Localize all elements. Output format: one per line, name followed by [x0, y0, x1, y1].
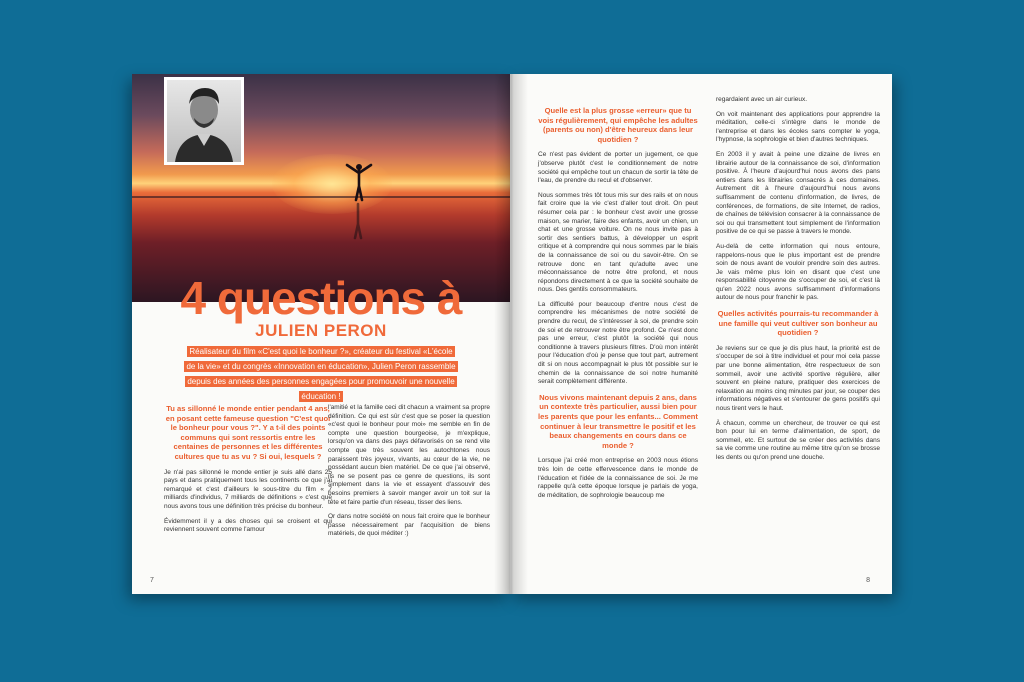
- left-column-1: [164, 404, 332, 541]
- question-heading: Tu as sillonné le monde entier pendant 4 ans, en posant cette fameuse question "C'est quoi le bonheur pour vous ?". Y a t-il des points communs qui sont ressortis entre les centaines de personnes et les différentes cultures que tu as vu ? Si oui, lesquels ?: [165, 404, 331, 461]
- article-subject-name: JULIEN PERON: [255, 321, 387, 340]
- person-reflection-icon: [344, 202, 372, 242]
- sunset-hero-photo: [132, 74, 510, 302]
- paragraph: Je reviens sur ce que je dis plus haut, la priorité est de s'occuper de soi à titre individuel et pour moi cela passe par une bonne alimentation, être respectueux de son sommeil, avoir une activité sportive régulière, aller souvent en pleine nature, pratiquer des exercices de relaxation au moins cinq minutes par jour, se couper des informations négatives et s'entourer de gens positifs qui nous tirent vers le haut.: [716, 344, 880, 412]
- right-page: [510, 74, 892, 594]
- paragraph: Ce n'est pas évident de porter un jugement, ce que j'observe plutôt c'est le conditionnement de notre société qui empêche tout un chacun de sortir la tête de l'eau, de prendre du recul et d'observer.: [538, 151, 698, 185]
- right-column-2: [716, 96, 880, 469]
- horizon-line: [132, 196, 510, 198]
- question-heading: Nous vivons maintenant depuis 2 ans, dans un contexte très particulier, aussi bien pour les parents que pour les enfants... Comment continuer à leur transmettre le positif et les beaux changements en cours dans ce monde ?: [538, 392, 698, 450]
- paragraph: En 2003 il y avait à peine une dizaine de livres en librairie autour de la connaissance de soi, d'information positive. À l'heure d'aujourd'hui nous avons des pans entiers dans les librairies consacrés à ces domaines. Autrement dit à l'heure d'aujourd'hui nous avons suffisamment de contenu d'information, de livres, de conférences, de formations, de site Internet, de radios, de chaînes de télévision consacrer à la connaissance de soi ou qui transmettent tout simplement de l'information positive de ce qui se passe à travers le monde.: [716, 150, 880, 236]
- left-column-2: [328, 404, 490, 545]
- paragraph: On voit maintenant des applications pour apprendre la méditation, celle-ci s'intègre dans le monde de l'entreprise et dans les écoles sans compter le yoga, l'hypnose, la sophrologie et bien d'autres techniques.: [716, 110, 880, 144]
- paragraph: regardaient avec un air curieux.: [716, 96, 808, 103]
- paragraph: l'amitié et la famille ceci dit chacun a vraiment sa propre définition. Ce qui est sûr c'est que se poser la question «c'est quoi le bonheur pour moi» me semble en fin de compte une question bourgeoise, je m'explique, lorsqu'on va dans des pays défavorisés on se rend vite compte que très souvent les autochtones nous paraissent très joyeux, vivants, au cœur de la vie, ne possédant aucun bien matériel. De ce que j'ai observé, ils ne se posent pas ce genre de questions, ils sont simplement dans la vie et essayent d'assouvir des besoins premiers à savoir manger avoir un toit sur la tête et faire partie d'un réseau, tisser des liens.: [328, 404, 490, 506]
- portrait-frame: [167, 80, 241, 162]
- question-heading: Quelle est la plus grosse «erreur» que tu vois régulièrement, qui empêche les adultes (parents ou non) d'être heureux dans leur quotidien ?: [538, 106, 698, 144]
- article-title: 4 questions à: [180, 272, 462, 324]
- sun-glow: [272, 154, 392, 214]
- paragraph: Nous sommes très tôt tous mis sur des rails et on nous fait croire que la vie c'est d'aller tout droit. On peut résumer cela par : le bonheur c'est avoir une grosse maison, se marier, faire des enfants, avoir un chien, un chat et une grosse voiture. On ne nous invite pas à sortir des sentiers battus, à développer un esprit critique et à comprendre qui nous sommes par le biais de la connaissance de soi ou du savoir-être. On se retrouve donc en tant qu'adulte avec une méconnaissance de notre être profond, et nous répondons directement à ce que la société souhaite de nous. Des gentils consommateurs.: [538, 191, 698, 294]
- paragraph: Au-delà de cette information qui nous entoure, rappelons-nous que le plus important est de prendre soin de nous avant de vouloir prendre soin des autres. Je vais même plus loin en disant que c'est une responsabilité citoyenne de s'occuper de soi, et c'est là qu'en 2022 nous avons suffisamment d'informations autour de nous pour franchir le pas.: [716, 242, 880, 302]
- intro-text: Réalisateur du film «C'est quoi le bonheur ?», créateur du festival «L'école de la vie» et du congrès «Innovation en éducation», Julien Peron rassemble depuis des années des personnes engagées pour promouvoir une nouvelle éducation !: [186, 347, 456, 401]
- paragraph: Je n'ai pas sillonné le monde entier je suis allé dans 25 pays et dans pratiquement tous les continents ce que j'ai remarqué et c'est d'ailleurs le sous-titre du film « 7 milliards d'individus, 7 milliards de définitions » c'est que nous avons tous une définition très précise du bonheur.: [164, 468, 332, 510]
- man-portrait-icon: [167, 80, 241, 162]
- portrait-photo: [164, 77, 244, 165]
- intro-blurb: [184, 344, 458, 404]
- paragraph: Or dans notre société on nous fait croire que le bonheur passe nécessairement par l'acquisition de biens matériels, de quoi méditer :): [328, 513, 490, 538]
- paragraph: La difficulté pour beaucoup d'entre nous c'est de comprendre les mécanismes de notre société de prendre du recul, de s'intéresser à soi, de prendre soin de soi et de retrouver notre être profond. Ce n'est donc pas une erreur, c'est plutôt la société qui nous conditionne à travers plusieurs filtres. D'où mon intérêt pour l'éducation d'où je pense que tout part, autrement dit si on nous accompagnait le plus tôt possible sur le chemin de la connaissance de soi notre humanité serait complètement différente.: [538, 300, 698, 386]
- paragraph: Évidemment il y a des choses qui se croisent et qui reviennent souvent comme l'amour: [164, 517, 332, 534]
- person-silhouette-icon: [345, 162, 373, 202]
- right-column-1: [538, 106, 698, 506]
- page-number-left: 7: [150, 577, 154, 584]
- page-number-right: 8: [866, 577, 870, 584]
- question-heading: Quelles activités pourrais-tu recommander à une famille qui veut cultiver son bonheur au quotidien ?: [717, 309, 879, 338]
- paragraph: À chacun, comme un chercheur, de trouver ce qui est bon pour lui en terme d'alimentation, de sport, de sommeil, etc. Et surtout de se créer des activités dans sa vie comme une routine au même titre qu'on se brosse les dents ou qu'on prend une douche.: [716, 419, 880, 461]
- left-page: [132, 74, 510, 594]
- paragraph: Lorsque j'ai créé mon entreprise en 2003 nous étions très loin de cette effervescence dans le monde de l'éducation et l'idée de la connaissance de soi. Je me rappelle qu'à cette époque lorsque je parlais de yoga, de méditation, de sophrologie beaucoup me: [538, 457, 698, 499]
